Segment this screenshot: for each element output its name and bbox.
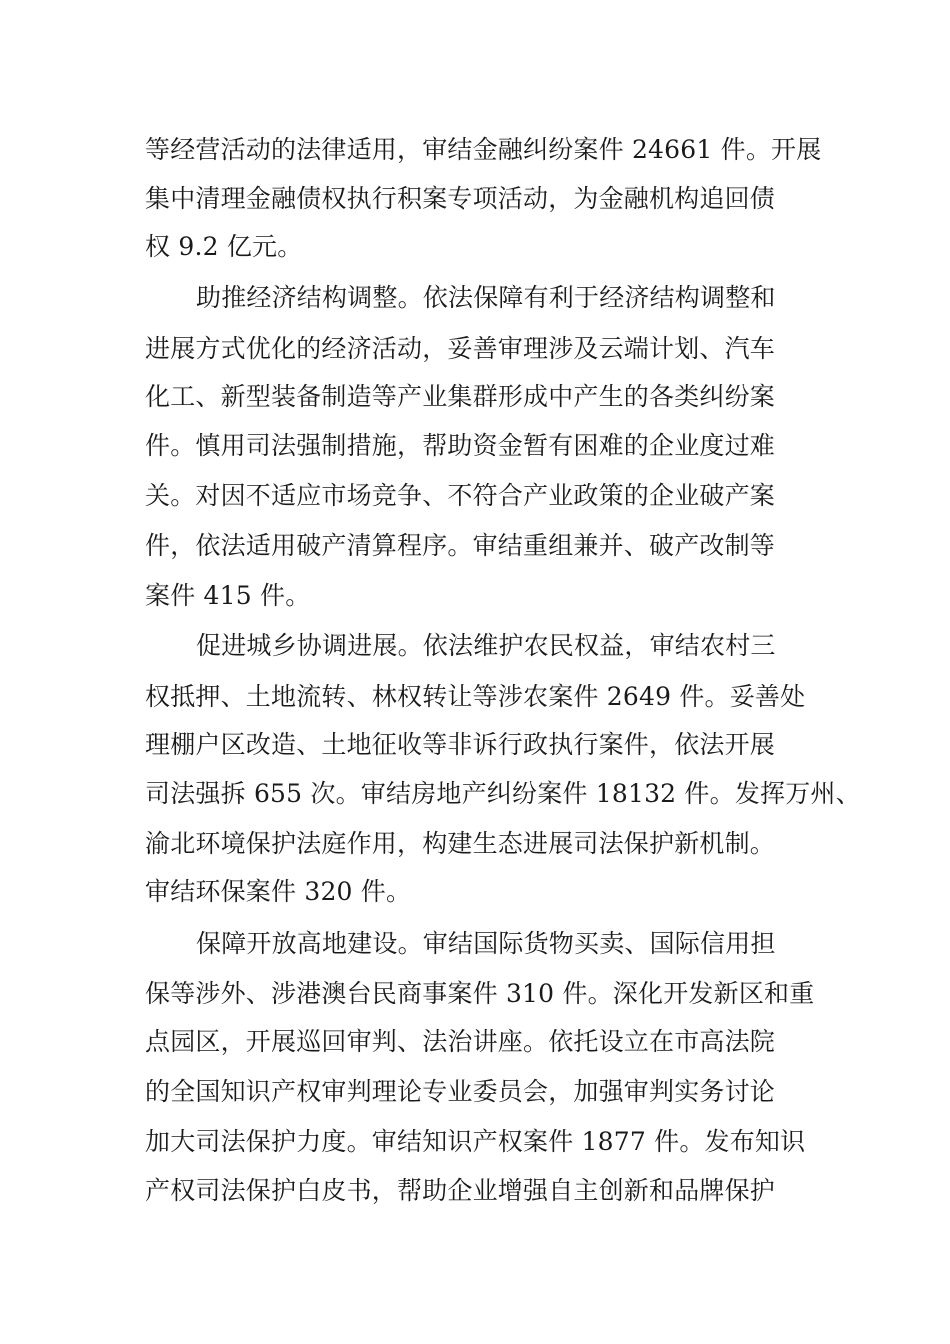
text-line: 集中清理金融债权执行积案专项活动，为金融机构追回债 [145, 184, 776, 213]
text-line: 加大司法保护力度。审结知识产权案件 1877 件。发布知识 [145, 1127, 806, 1156]
text-line: 保等涉外、涉港澳台民商事案件 310 件。深化开发新区和重 [145, 979, 815, 1008]
text-line: 关。对因不适应市场竞争、不符合产业政策的企业破产案 [145, 481, 776, 510]
text-line: 点园区，开展巡回审判、法治讲座。依托设立在市高法院 [145, 1027, 776, 1056]
text-line: 司法强拆 655 次。审结房地产纠纷案件 18132 件。发挥万州、 [145, 779, 861, 808]
text-line: 的全国知识产权审判理论专业委员会，加强审判实务讨论 [145, 1077, 776, 1106]
text-line: 权抵押、土地流转、林权转让等涉农案件 2649 件。妥善处 [145, 682, 806, 711]
paragraph-heading-line: 助推经济结构调整。依法保障有利于经济结构调整和 [196, 283, 776, 312]
text-line: 件，依法适用破产清算程序。审结重组兼并、破产改制等 [145, 531, 776, 560]
text-line: 审结环保案件 320 件。 [145, 877, 412, 906]
text-line: 理棚户区改造、土地征收等非诉行政执行案件，依法开展 [145, 730, 776, 759]
text-line: 产权司法保护白皮书，帮助企业增强自主创新和品牌保护 [145, 1176, 776, 1205]
paragraph-heading-line: 促进城乡协调进展。依法维护农民权益，审结农村三 [196, 631, 776, 660]
text-line: 权 9.2 亿元。 [145, 232, 303, 261]
text-line: 化工、新型装备制造等产业集群形成中产生的各类纠纷案 [145, 382, 776, 411]
text-line: 等经营活动的法律适用，审结金融纠纷案件 24661 件。开展 [145, 135, 822, 164]
text-line: 渝北环境保护法庭作用，构建生态进展司法保护新机制。 [145, 829, 776, 858]
paragraph-heading-line: 保障开放高地建设。审结国际货物买卖、国际信用担 [196, 929, 776, 958]
text-line: 件。慎用司法强制措施，帮助资金暂有困难的企业度过难 [145, 431, 776, 460]
text-line: 案件 415 件。 [145, 581, 311, 610]
text-line: 进展方式优化的经济活动，妥善审理涉及云端计划、汽车 [145, 334, 776, 363]
